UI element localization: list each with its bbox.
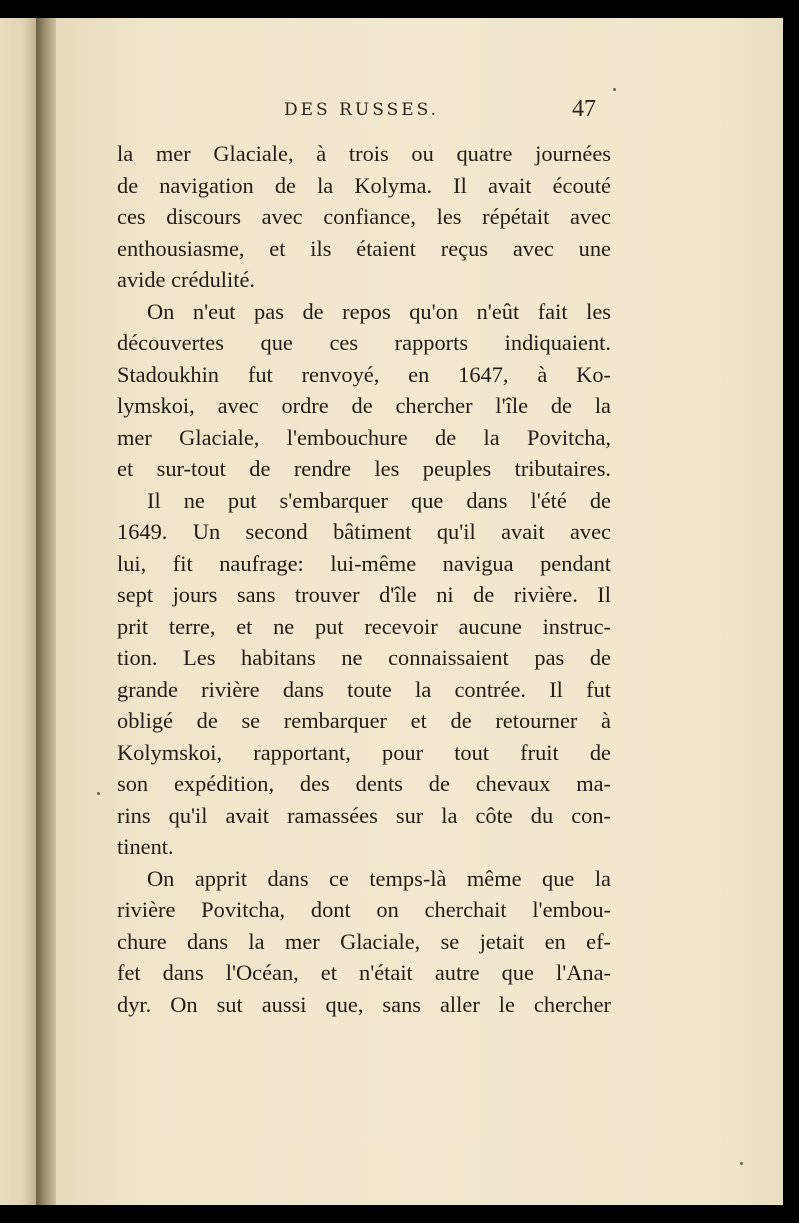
text-line: dyr. On sut aussi que, sans aller le chercher [117, 991, 611, 1017]
page-body [117, 138, 611, 1020]
text-line: rivière Povitcha, dont on cherchait l'embou- [117, 897, 611, 922]
text-line: sept jours sans trouver d'île ni de rivière. Il [117, 582, 611, 607]
text-line: avide crédulité. [117, 267, 256, 292]
text-line: chure dans la mer Glaciale, se jetait en ef- [117, 928, 611, 954]
text-line: 1649. Un second bâtiment qu'il avait avec [117, 519, 611, 544]
text-line: grande rivière dans toute la contrée. Il fut [117, 676, 611, 702]
text-line: de navigation de la Kolyma. Il avait écouté [117, 172, 611, 198]
running-title: DES RUSSES. [284, 100, 440, 120]
text-line: On apprit dans ce temps-là même que la [147, 865, 611, 891]
text-line: Kolymskoi, rapportant, pour tout fruit de [117, 739, 611, 765]
text-line: prit terre, et ne put recevoir aucune instruc- [117, 613, 611, 639]
paper-speck [613, 88, 616, 91]
book-gutter [36, 18, 58, 1205]
paper-speck [740, 1162, 743, 1165]
text-line: fet dans l'Océan, et n'était autre que l'Ana- [117, 960, 611, 985]
text-line: ces discours avec confiance, les répétait avec [117, 204, 611, 229]
text-line: Il ne put s'embarquer que dans l'été de [147, 487, 611, 513]
page-number: 47 [572, 96, 596, 122]
text-line: tinent. [117, 834, 174, 859]
text-line: son expédition, des dents de chevaux ma- [117, 771, 611, 796]
text-line: tion. Les habitans ne connaissaient pas de [117, 645, 611, 670]
text-line: enthousiasme, et ils étaient reçus avec une [117, 235, 611, 261]
previous-page-edge [0, 18, 40, 1205]
text-line: lymskoi, avec ordre de chercher l'île de la [117, 393, 611, 418]
text-line: et sur-tout de rendre les peuples tributaires. [117, 456, 611, 481]
text-line: découvertes que ces rapports indiquaient. [117, 330, 611, 355]
text-line: mer Glaciale, l'embouchure de la Povitcha, [117, 424, 611, 450]
text-line: rins qu'il avait ramassées sur la côte du con- [117, 802, 611, 828]
text-line: la mer Glaciale, à trois ou quatre journées [117, 141, 611, 166]
text-line: obligé de se rembarquer et de retourner à [117, 708, 611, 733]
paper-speck [97, 792, 100, 795]
text-line: Stadoukhin fut renvoyé, en 1647, à Ko- [117, 361, 611, 387]
text-line: lui, fit naufrage: lui-même navigua pendant [117, 550, 611, 576]
text-line: On n'eut pas de repos qu'on n'eût fait les [147, 298, 611, 324]
